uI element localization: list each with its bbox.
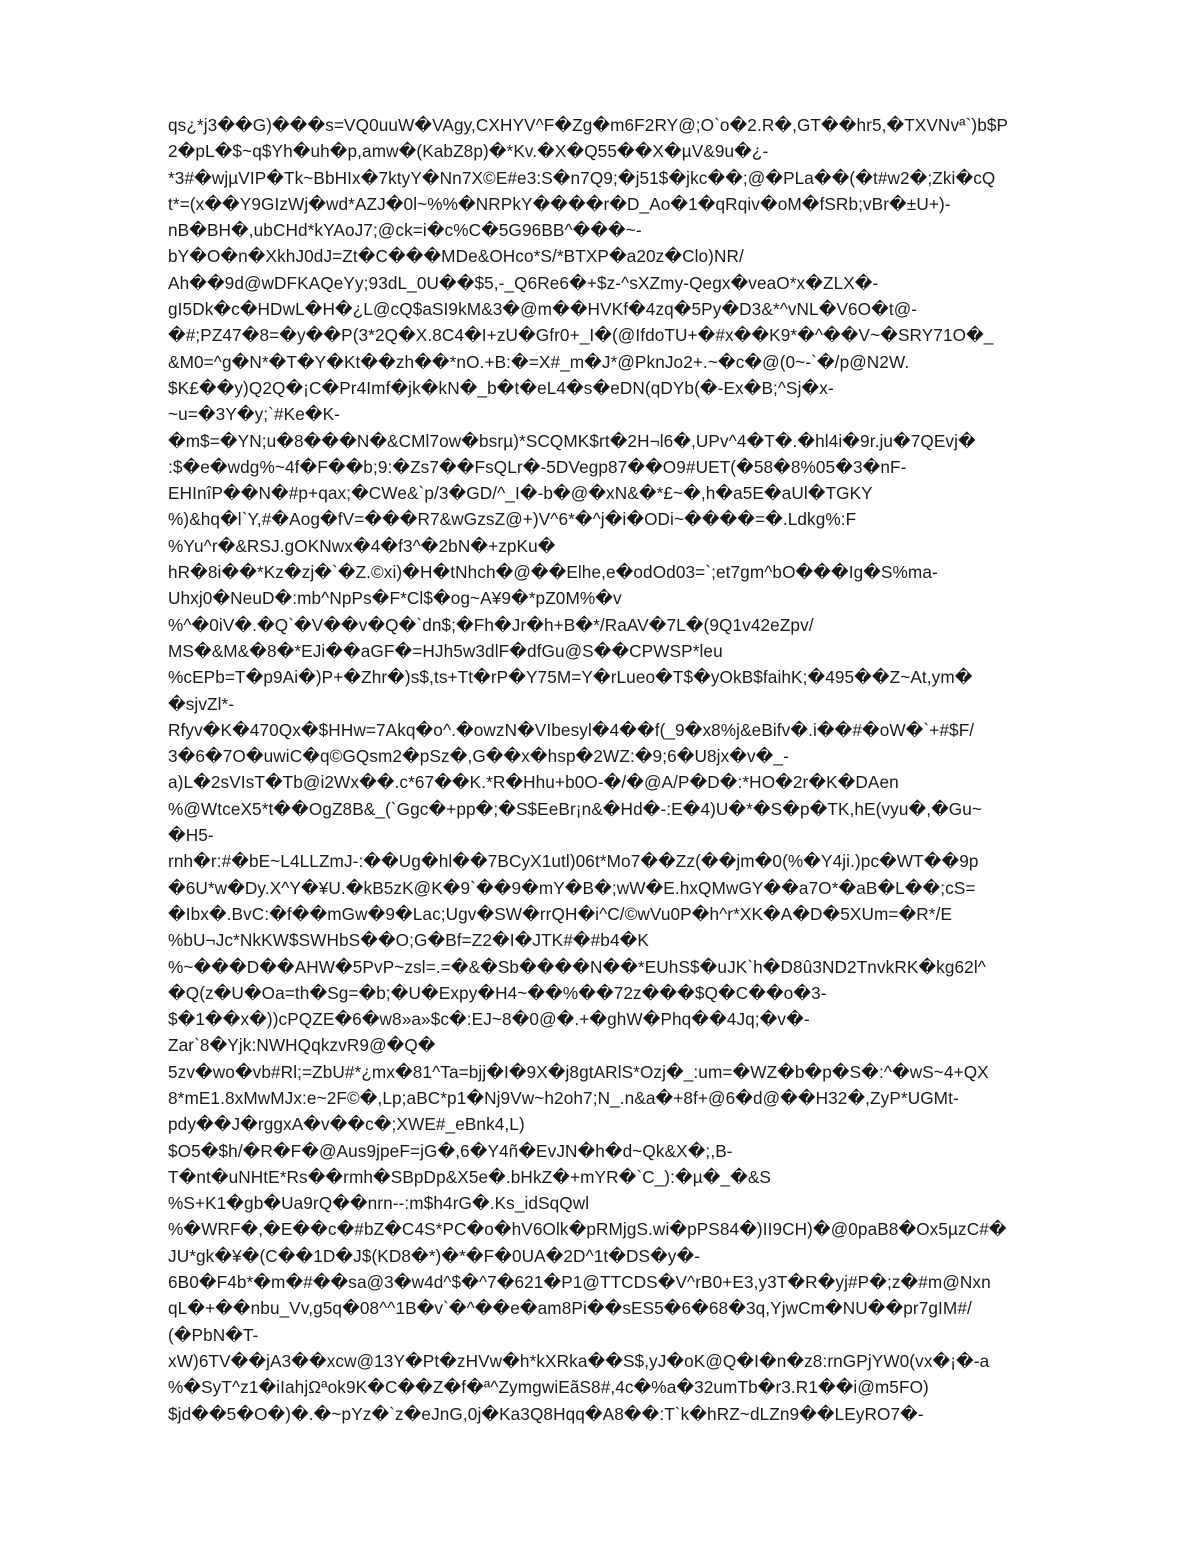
text-line: &M0=^g�N*�T�Y�Kt��zh��*nO.+B:�=X#_m�J*@PknJo2+.~�c�@(0~-`�/p@N2W. [168, 351, 910, 372]
text-line: xW)6TV��jA3��xcw@13Y�Pt�zHVw�h*kXRka��S$,yJ�oK@Q�I�n�z8:rnGPjYW0(vx�¡�-a [168, 1350, 990, 1371]
text-line: �#;PZ47�8=�y��P(3*2Q�X.8C4�I+zU�Gfr0+_I�(@IfdoTU+�#x��K9*�^��V~�SRY71O�_ [168, 325, 994, 346]
text-line: bY�O�n�XkhJ0dJ=Zt�C���MDe&OHco*S/*BTXP�a20z�Clo)NR/ [168, 246, 744, 267]
text-line: 2�pL�$~q$Yh�uh�p,amw�(KabZ8p)�*Kv.�X�Q55��X�µV&9u�¿- [168, 141, 769, 162]
text-line: 8*mE1.8xMwMJx:e~2F©�,Lp;aBC*p1�Nj9Vw~h2oh7;N_.n&a�+8f+@6�d@��H32�,ZyP*UGMt- [168, 1087, 959, 1108]
text-line: 3�6�7O�uwiC�q©GQsm2�pSz�,G��x�hsp�2WZ:�9;6�U8jx�v�_- [168, 746, 789, 767]
text-line: EHInîP��N�#p+qax;�CWe&`p/3�GD/^_I�-b�@�xN&�*£~�,h�a5E�aUl�TGKY [168, 483, 873, 504]
text-line: $O5�$h/�R�F�@Aus9jpeF=jG�,6�Y4ñ�EvJN�h�d~Qk&X�;,B- [168, 1140, 733, 1161]
text-line: gI5Dk�c�HDwL�H�¿L@cQ$aSI9kM&3�@m��HVKf�4zq�5Py�D3&*^vNL�V6O�t@- [168, 299, 918, 320]
text-line: �Ibx�.BvC:�f��mGw�9�Lac;Ugv�SW�rrQH�i^C/©wVu0P�h^r*XK�A�D�5XUm=�R*/E [168, 903, 953, 924]
text-line: qL�+��nbu_Vv,g5q�08^^1B�v`�^��e�am8Pi��sES5�6�68�3q,YjwCm�NU��pr7gIM#/ [168, 1298, 972, 1319]
text-line: *3#�wjµVIP�Tk~BbHIx�7ktyY�Nn7X©E#e3:S�n7Q9;�j51$�jkc��;@�PLa��(�t#w2�;Zki�cQ [168, 167, 996, 188]
text-line: $�1��x�))cPQZE�6�w8»a»$c�:EJ~8�0@�.+�ghW�Phq��4Jq;�v�- [168, 1009, 810, 1030]
text-line: �H5- [168, 825, 214, 846]
text-line: %^�0iV�.�Q`�V��v�Q�`dn$;�Fh�Jr�h+B�*/RaAV�7L�(9Q1v42eZpv/ [168, 614, 814, 635]
text-line: ~u=�3Y�y;`#Ke�K- [168, 404, 340, 425]
text-line: %�WRF�,�E��c�#bZ�C4S*PC�o�hV6Olk�pRMjgS.wi�pPS84�)II9CH)�@0paB8�Ox5µzC#� [168, 1219, 1007, 1240]
text-line: MS�&M&�8�*EJi��aGF�=HJh5w3dlF�dfGu@S��CPWSP*leu [168, 640, 723, 661]
text-line: �Q(z�U�Oa=th�Sg=�b;�U�Expy�H4~��%��72z���$Q�C��o�3- [168, 982, 827, 1003]
text-line: %@WtceX5*t��OgZ8B&_(`Ggc�+pp�;�S$EeBr¡n&�Hd�-:E�4)U�*�S�p�TK,hE(vyu�,�Gu~ [168, 798, 983, 819]
text-line: %cEPb=T�p9Ai�)P+�Zhr�)s$,ts+Tt�rP�Y75M=Y�rLueo�T$�yOkB$faihK;�495��Z~At,ym� [168, 667, 973, 688]
text-line: Ah��9d@wDFKAQeYy;93dL_0U��$5,-_Q6Re6�+$z-^sXZmy-Qegx�veaO*x�ZLX�- [168, 272, 879, 293]
text-line: 6B0�F4b*�m�#��sa@3�w4d^$�^7�621�P1@TTCDS�V^rB0+E3,y3T�R�yj#P�;z�#m@Nxn [168, 1272, 991, 1293]
text-line: $jd��5�O�)�.�~pYz�`z�eJnG,0j�Ka3Q8Hqq�A8��:T`k�hRZ~dLZn9��LEyRO7�- [168, 1403, 924, 1424]
text-line: %Yu^r�&RSJ.gOKNwx�4�f3^�2bN�+zpKu� [168, 535, 556, 556]
text-line: qs¿*j3��G)���s=VQ0uuW�VAgy,CXHYV^F�Zg�m6F2RY@;O`o�2.R�,GT��hr5,�TXVNvª`)b$P [168, 115, 1009, 135]
text-line: t*=(x��Y9GIzWj�wd*AZJ�0l~%%�NRPkY����r�D_Ao�1�qRqiv�oM�fSRb;vBr�±U+)- [168, 193, 951, 214]
document-body-text [168, 112, 1128, 1427]
text-line: Zar`8�Yjk:NWHQqkzvR9@�Q� [168, 1035, 436, 1056]
text-line: �6U*w�Dy.X^Y�¥U.�kB5zK@K�9`��9�mY�B�;wW�E.hxQMwGY��a7O*�aB�L��;cS= [168, 877, 976, 898]
text-line: hR�8i��*Kz�zj�`�Z.©xi)�H�tNhch�@��Elhe,e�odOd03=`;et7gm^bO���Ig�S%ma- [168, 562, 938, 583]
text-line: %~���D��AHW�5PvP~zsl=.=�&�Sb����N��*EUhS$�uJK`h�D8û3ND2TnvkRK�kg62l^ [168, 956, 986, 977]
text-line: 5zv�wo�vb#Rl;=ZbU#*¿mx�81^Ta=bjj�I�9X�j8gtARlS*Ozj�_:um=�WZ�b�p�S�:^�wS~4+QX [168, 1061, 989, 1082]
text-line: �m$=�YN;u�8���N�&CMl7ow�bsrµ)*SCQMK$rt�2H¬l6�,UPv^4�T�.�hl4i�9r.ju�7QEvj� [168, 430, 976, 451]
text-line: pdy��J�rggxA�v��c�;XWE#_eBnk4,L) [168, 1114, 525, 1135]
text-line: rnh�r:#�bE~L4LLZmJ-:��Ug�hl��7BCyX1utl)06t*Mo7��Zz(��jm�0(%�Y4ji.)pc�WT��9p [168, 851, 979, 872]
text-line: Uhxj0�NeuD�:mb^NpPs�F*Cl$�og~A¥9�*pZ0M%�v [168, 588, 622, 609]
text-line: %)&hq�l`Y,#�Aog�fV=���R7&wGzsZ@+)V^6*�^j�i�ODi~����=�.Ldkg%:F [168, 509, 857, 530]
text-line: T�nt�uNHtE*Rs��rmh�SBpDp&X5e�.bHkZ�+mYR�`C_):�µ�_�&S [168, 1166, 771, 1187]
text-line: �sjvZl*- [168, 693, 235, 714]
text-line: JU*gk�¥�(C��1D�J$(KD8�*)�*�F�0UA�2D^1t�DS�y�- [168, 1245, 701, 1266]
text-line: nB�BH�,ubCHd*kYAoJ7;@ck=i�c%C�5G96BB^���~- [168, 220, 642, 241]
text-line: a)L�2sVIsT�Tb@i2Wx��.c*67��K.*R�Hhu+b0O-�/�@A/P�D�:*HO�2r�K�DAen [168, 772, 899, 793]
text-line: Rfyv�K�470Qx�$HHw=7Akq�o^.�owzN�VIbesyl�4��f(_9�x8%j&eBifv�.i��#�oW�`+#$F/ [168, 719, 975, 740]
text-line: %�SyT^z1�iIahjΩªok9K�C��Z�f�ª^ZymgwiEãS8#,4c�%a�32umTb�r3.R1��i@m5FO) [168, 1377, 929, 1398]
text-line: :$�e�wdg%~4f�F��b;9:�Zs7��FsQLr�-5DVegp87��O9#UET(�58�8%05�3�nF- [168, 456, 907, 477]
text-line: $K£��y)Q2Q�¡C�Pr4Imf�jk�kN�_b�t�eL4�s�eDN(qDYb(�-Ex�B;^Sj�x- [168, 377, 834, 398]
text-line: %bU¬Jc*NkKW$SWHbS��O;G�Bf=Z2�I�JTK#�#b4�K [168, 930, 649, 951]
text-line: %S+K1�gb�Ua9rQ��nrn--:m$h4rG�.Ks_idSqQwl [168, 1193, 590, 1214]
text-line: (�PbN�T- [168, 1324, 259, 1345]
